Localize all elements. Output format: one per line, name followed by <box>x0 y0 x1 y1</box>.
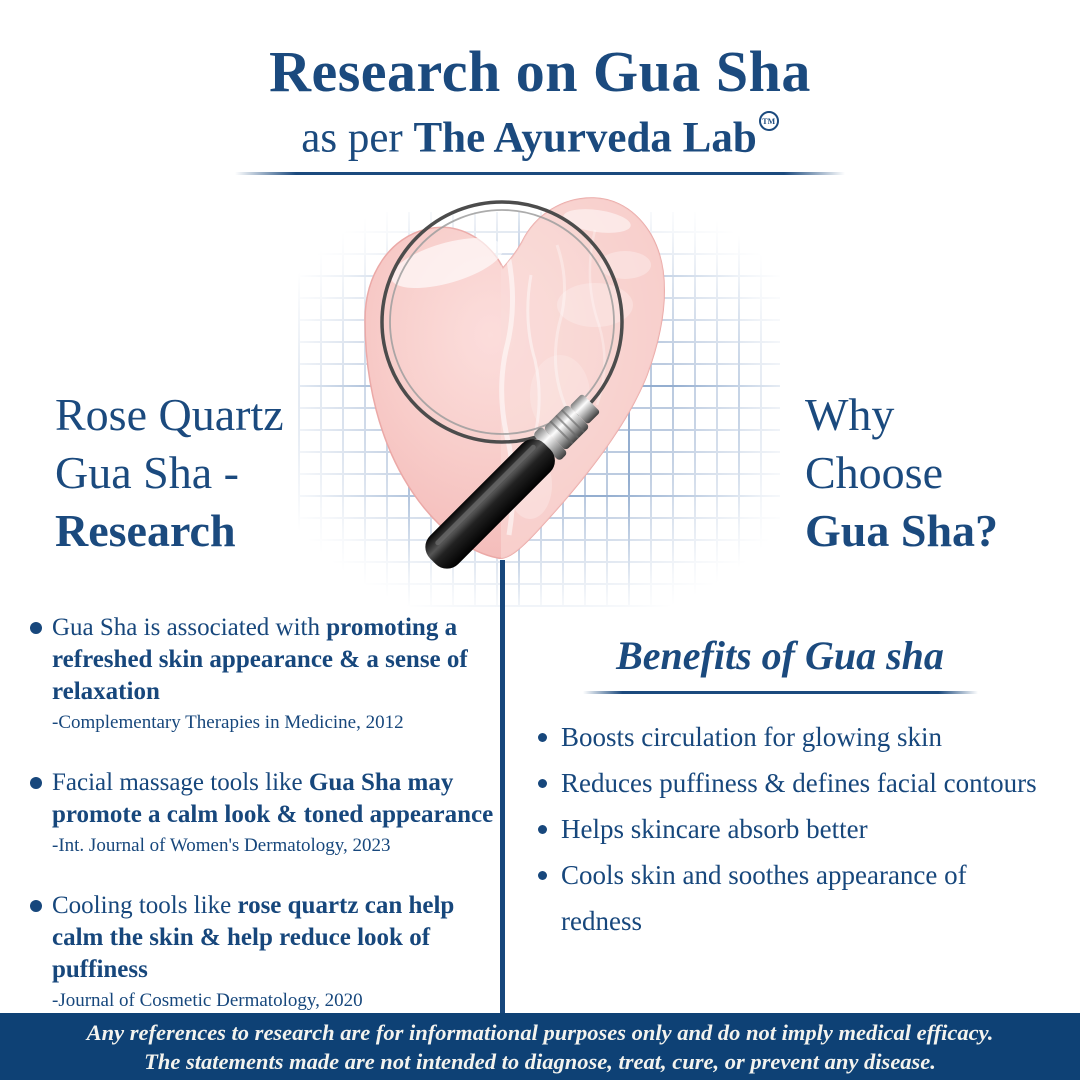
left-heading-line3: Research <box>55 505 236 556</box>
gua-sha-magnifier-illustration <box>295 185 800 625</box>
research-item <box>30 890 505 1013</box>
benefit-text: Boosts circulation for glowing skin <box>561 722 942 752</box>
research-list <box>30 612 505 1045</box>
research-text <box>52 612 505 708</box>
header <box>0 38 1080 163</box>
left-heading-line1: Rose Quartz <box>55 389 284 440</box>
page-subtitle <box>0 111 1080 163</box>
research-text-normal: Gua Sha is associated with <box>52 614 327 641</box>
right-heading <box>805 386 998 560</box>
disclaimer-footer <box>0 1013 1080 1080</box>
left-heading-line2: Gua Sha - <box>55 447 239 498</box>
header-divider <box>235 172 845 175</box>
disclaimer-line2: The statements made are not intended to diagnose, treat, cure, or prevent any disease. <box>144 1048 936 1074</box>
trademark-icon: TM <box>759 111 779 131</box>
benefits-list <box>520 714 1040 944</box>
bullet-icon <box>30 622 42 634</box>
benefits-title: Benefits of Gua sha <box>616 633 944 678</box>
bullet-icon <box>538 779 547 788</box>
subtitle-prefix: as per <box>301 114 414 162</box>
disclaimer-line1: Any references to research are for informational purposes only and do not imply medical efficacy. <box>86 1019 994 1045</box>
research-text <box>52 890 505 986</box>
benefit-text: Cools skin and soothes appearance of redness <box>561 860 967 936</box>
benefit-item <box>538 760 1040 806</box>
research-citation: -Journal of Cosmetic Dermatology, 2020 <box>52 990 363 1011</box>
right-heading-line3: Gua Sha? <box>805 505 999 556</box>
research-text-normal: Cooling tools like <box>52 892 238 919</box>
left-heading <box>55 386 284 560</box>
bullet-icon <box>538 825 547 834</box>
research-text-bold: promoting a refreshed skin appearance & a sense of relaxation <box>52 614 468 705</box>
bullet-icon <box>538 733 547 742</box>
research-text-normal: Facial massage tools like <box>52 769 309 796</box>
column-divider <box>500 560 505 1013</box>
page-title: Research on Gua Sha <box>269 39 811 104</box>
research-citation: -Int. Journal of Women's Dermatology, 2023 <box>52 835 391 856</box>
benefit-item <box>538 806 1040 852</box>
magnifying-glass-icon <box>382 202 622 575</box>
bullet-icon <box>30 777 42 789</box>
bullet-icon <box>538 871 547 880</box>
research-item <box>30 767 505 858</box>
research-item <box>30 612 505 735</box>
research-text-bold: Gua Sha may promote a calm look & toned appearance <box>52 769 494 828</box>
right-heading-line1: Why <box>805 389 895 440</box>
benefits-divider <box>583 691 978 694</box>
right-heading-line2: Choose <box>805 447 943 498</box>
benefit-item <box>538 714 1040 760</box>
research-citation: -Complementary Therapies in Medicine, 2012 <box>52 712 404 733</box>
bullet-icon <box>30 900 42 912</box>
research-text <box>52 767 505 831</box>
benefit-text: Reduces puffiness & defines facial contours <box>561 768 1037 798</box>
benefit-item <box>538 852 1040 944</box>
benefit-text: Helps skincare absorb better <box>561 814 868 844</box>
benefits-section <box>520 632 1040 944</box>
brand-name: The Ayurveda Lab <box>413 114 757 162</box>
research-text-bold: rose quartz can help calm the skin & help reduce look of puffiness <box>52 892 455 983</box>
